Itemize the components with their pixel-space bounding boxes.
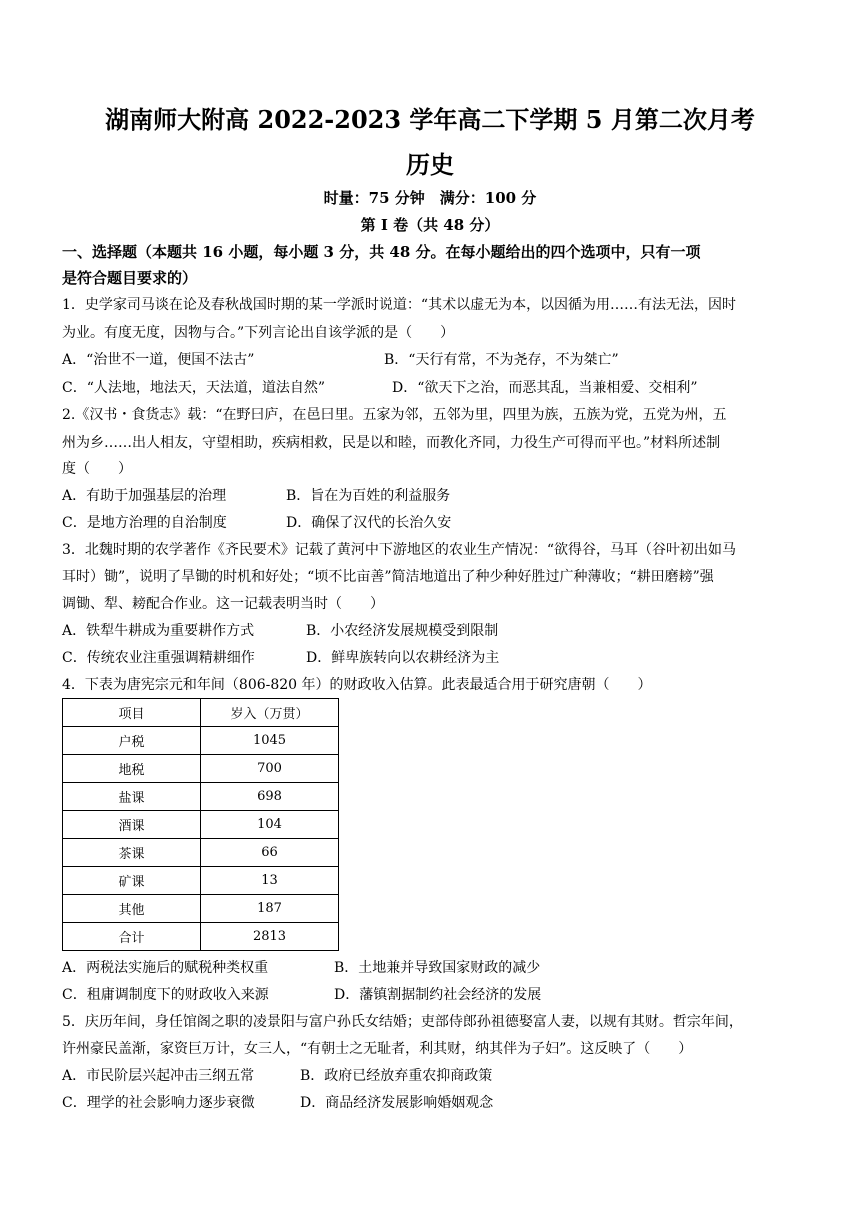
table-cell-item: 茶课 bbox=[63, 839, 201, 867]
table-header-row bbox=[63, 699, 339, 727]
table-row bbox=[63, 895, 339, 923]
table-cell-item: 地税 bbox=[63, 755, 201, 783]
question-1-option-d: D．“欲天下之治，而恶其乱，当兼相爱、交相利” bbox=[392, 380, 698, 396]
question-3-stem-line: 调锄、犁、耪配合作业。这一记载表明当时（ ） bbox=[62, 596, 384, 612]
question-2-stem-line: 度（ ） bbox=[62, 461, 132, 477]
question-2-option-d: D．确保了汉代的长治久安 bbox=[286, 515, 452, 531]
table-cell-item: 户税 bbox=[63, 727, 201, 755]
table-cell-item: 矿课 bbox=[63, 867, 201, 895]
question-2-option-c: C．是地方治理的自治制度 bbox=[62, 515, 227, 531]
table-row bbox=[63, 867, 339, 895]
question-3-option-d: D．鲜卑族转向以农耕经济为主 bbox=[306, 650, 500, 666]
table-cell-item: 合计 bbox=[63, 923, 201, 951]
question-2-option-a: A．有助于加强基层的治理 bbox=[62, 488, 227, 504]
table-row bbox=[63, 923, 339, 951]
table-row bbox=[63, 811, 339, 839]
time-and-score: 时量：75 分钟 满分：100 分 bbox=[323, 189, 537, 207]
question-2-stem-line: 2.《汉书・食货志》载：“在野曰庐，在邑曰里。五家为邻，五邻为里，四里为族，五族为党，五党为州，五 bbox=[62, 407, 727, 423]
question-1-stem-line: 为业。有度无度，因物与合。”下列言论出自该学派的是（ ） bbox=[62, 325, 455, 341]
table-cell-item: 其他 bbox=[63, 895, 201, 923]
section-instructions-line: 是符合题目要求的） bbox=[62, 269, 198, 287]
revenue-table bbox=[62, 698, 339, 951]
table-cell-item: 盐课 bbox=[63, 783, 201, 811]
table-cell-value: 104 bbox=[201, 811, 339, 839]
question-5-stem-line: 5．庆历年间，身任馆阁之职的凌景阳与富户孙氏女结婚；吏部侍郎孙祖德娶富人妻，以规有其财。哲宗年间， bbox=[62, 1014, 743, 1030]
table-cell-item: 酒课 bbox=[63, 811, 201, 839]
table-cell-value: 1045 bbox=[201, 727, 339, 755]
question-3-stem-line: 耳时）锄”，说明了旱锄的时机和好处；“顷不比亩善”简洁地道出了种少种好胜过广种薄收；“耕田磨耪”强 bbox=[62, 569, 714, 585]
question-4-stem-line: 4．下表为唐宪宗元和年间（806-820 年）的财政收入估算。此表最适合用于研究唐朝（ ） bbox=[62, 677, 652, 693]
question-1-option-a: A．“治世不一道，便国不法古” bbox=[62, 352, 255, 368]
exam-title: 湖南师大附高 2022-2023 学年高二下学期 5 月第二次月考 bbox=[105, 105, 755, 134]
question-2-stem-line: 州为乡……出人相友，守望相助，疾病相救，民是以和睦，而教化齐同，力役生产可得而平也。”材料所述制 bbox=[62, 435, 721, 451]
question-5-option-b: B．政府已经放弃重农抑商政策 bbox=[300, 1068, 493, 1084]
subject-title: 历史 bbox=[406, 150, 454, 179]
part-heading: 第 I 卷（共 48 分） bbox=[360, 216, 500, 234]
question-4-option-a: A．两税法实施后的赋税种类权重 bbox=[62, 960, 269, 976]
table-row bbox=[63, 755, 339, 783]
question-3-option-b: B．小农经济发展规模受到限制 bbox=[306, 623, 499, 639]
question-3-option-c: C．传统农业注重强调精耕细作 bbox=[62, 650, 255, 666]
question-5-option-d: D．商品经济发展影响婚姻观念 bbox=[300, 1095, 494, 1111]
table-cell-value: 66 bbox=[201, 839, 339, 867]
question-5-option-a: A．市民阶层兴起冲击三纲五常 bbox=[62, 1068, 255, 1084]
question-1-option-c: C．“人法地，地法天，天法道，道法自然” bbox=[62, 380, 326, 396]
table-cell-value: 698 bbox=[201, 783, 339, 811]
table-header-item: 项目 bbox=[63, 699, 201, 727]
table-cell-value: 2813 bbox=[201, 923, 339, 951]
question-3-stem-line: 3．北魏时期的农学著作《齐民要术》记载了黄河中下游地区的农业生产情况：“欲得谷，马耳（谷叶初出如马 bbox=[62, 542, 737, 558]
section-instructions-line: 一、选择题（本题共 16 小题，每小题 3 分，共 48 分。在每小题给出的四个选项中，只有一项 bbox=[62, 243, 701, 261]
table-row bbox=[63, 727, 339, 755]
question-1-stem-line: 1．史学家司马谈在论及春秋战国时期的某一学派时说道：“其术以虚无为本，以因循为用……有法无法，因时 bbox=[62, 297, 737, 313]
question-1-option-b: B．“天行有常，不为尧存，不为桀亡” bbox=[384, 352, 619, 368]
table-row bbox=[63, 783, 339, 811]
question-2-option-b: B．旨在为百姓的利益服务 bbox=[286, 488, 451, 504]
section-instructions bbox=[62, 239, 802, 291]
question-4-option-c: C．租庸调制度下的财政收入来源 bbox=[62, 987, 269, 1003]
question-4-option-b: B．土地兼并导致国家财政的减少 bbox=[334, 960, 541, 976]
question-5-option-c: C．理学的社会影响力逐步衰微 bbox=[62, 1095, 255, 1111]
question-5-stem-line: 许州豪民盖渐，家资巨万计，女三人，“有朝士之无耻者，利其财，纳其伴为子妇”。这反映了（ ） bbox=[62, 1041, 693, 1057]
table-cell-value: 13 bbox=[201, 867, 339, 895]
table-row bbox=[63, 839, 339, 867]
question-4-option-d: D．藩镇割据制约社会经济的发展 bbox=[334, 987, 542, 1003]
question-3-option-a: A．铁犁牛耕成为重要耕作方式 bbox=[62, 623, 255, 639]
table-cell-value: 187 bbox=[201, 895, 339, 923]
table-header-revenue: 岁入（万贯） bbox=[201, 699, 339, 727]
table-cell-value: 700 bbox=[201, 755, 339, 783]
